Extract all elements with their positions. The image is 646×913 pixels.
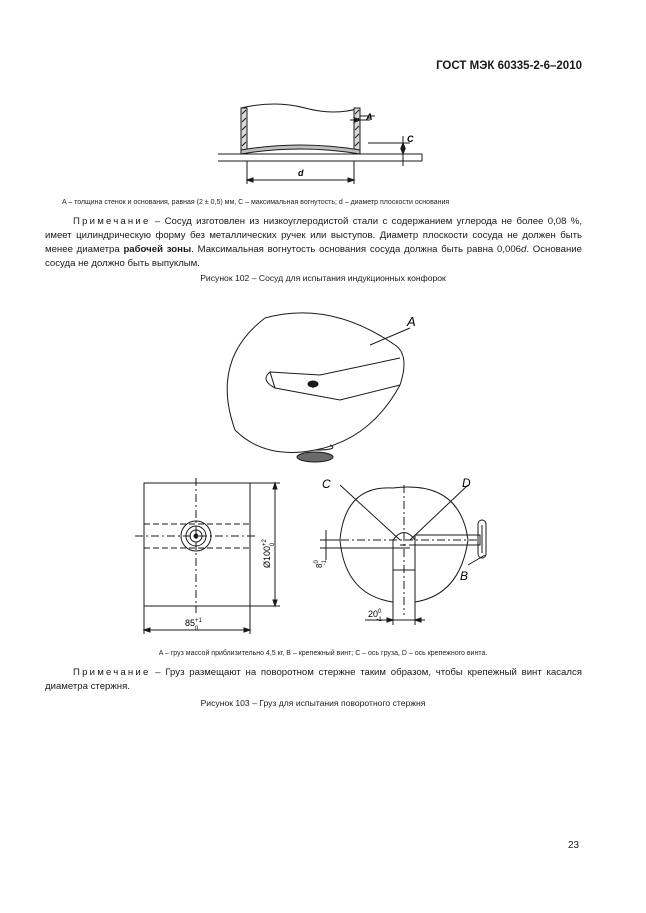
label-D-fig103: D xyxy=(462,476,471,490)
label-C-fig102: C xyxy=(407,134,414,144)
figure-103-isometric xyxy=(210,300,440,470)
dim-offset: $8^0$ -1 xyxy=(314,559,328,568)
figure-103-caption: Рисунок 103 – Груз для испытания поворотного стержня xyxy=(200,698,426,708)
note-label: Примечание xyxy=(73,667,151,678)
dim-slot: $20^0$ -1 xyxy=(368,609,382,623)
note-text-part1: – Сосуд изготовлен из низкоуглеродистой стали с содержанием углерода не более 0,08 %, имеет цилиндрическую форму без металлических ручек или выступов. Диаметр плоскости сосуда не должен быть менее диаметра xyxy=(45,216,582,255)
figure-103-top-view xyxy=(300,470,500,630)
note-variable-d: d xyxy=(521,244,527,255)
figure-102-caption: Рисунок 102 – Сосуд для испытания индукционных конфорок xyxy=(200,273,446,283)
label-A-fig102: A xyxy=(366,112,373,122)
label-C-fig103: C xyxy=(322,477,331,491)
dim-diameter: $Ø100^{+2}$ 0 xyxy=(262,539,276,568)
figure-103-legend: A – груз массой приблизительно 4,5 кг, B – крепежный винт; C – ось груза, D – ось крепежного винта. xyxy=(158,650,488,657)
figure-102-note xyxy=(45,215,582,271)
figure-103-note xyxy=(45,666,582,694)
note-text: – Груз размещают на поворотном стержне таким образом, чтобы крепежный винт касался диаметра стержня. xyxy=(45,667,582,692)
figure-102-drawing xyxy=(200,96,430,188)
label-A-fig103: A xyxy=(407,314,416,329)
dim-width: $85^{+1}$ 0 xyxy=(185,618,202,632)
note-text-part3: . Основание сосуда не должно быть выпуклым. xyxy=(45,244,582,269)
note-bold-term: рабочей зоны xyxy=(123,244,192,255)
document-header: ГОСТ МЭК 60335-2-6–2010 xyxy=(436,60,582,72)
label-B-fig103: B xyxy=(460,569,469,583)
note-text-part2: . Максимальная вогнутость основания сосуда должна быть равна 0,006 xyxy=(191,244,521,255)
figure-102-legend: A – толщина стенок и основания, равная (2 ± 0,5) мм, C – максимальная вогнутость; d – диаметр плоскости основания xyxy=(62,199,450,206)
label-d-fig102: d xyxy=(298,168,304,178)
figure-103-side-view xyxy=(130,478,300,638)
page-number: 23 xyxy=(568,840,580,851)
note-label: Примечание xyxy=(73,216,151,227)
